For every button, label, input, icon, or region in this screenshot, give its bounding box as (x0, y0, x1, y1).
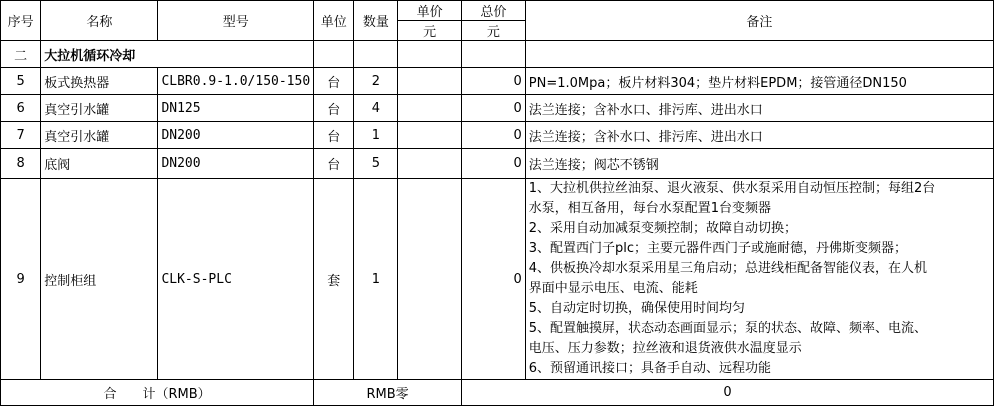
row-unit-price (398, 149, 462, 179)
row-seq: 8 (1, 149, 41, 179)
section-title: 大拉机循环冷却 (41, 41, 314, 68)
row-unit: 台 (314, 122, 354, 149)
remark-line: 电压、压力参数；拉丝液和退货液供水温度显示 (528, 341, 802, 356)
row-qty: 4 (354, 95, 398, 122)
header-unit: 单位 (314, 1, 354, 41)
row-unit: 套 (314, 179, 354, 380)
row-name: 底阀 (41, 149, 158, 179)
row-total: 0 (462, 95, 526, 122)
row-unit-price (398, 68, 462, 95)
header-name: 名称 (41, 1, 158, 41)
table-row (1, 68, 994, 95)
row-qty: 2 (354, 68, 398, 95)
row-unit-price (398, 122, 462, 149)
row-remark-multiline (525, 179, 993, 380)
row-unit-price (398, 179, 462, 380)
row-remark: 法兰连接；含补水口、排污库、进出水口 (525, 122, 993, 149)
empty-cell (354, 41, 398, 68)
remark-line: 2、采用自动加减泵变频控制；故障自动切换； (528, 221, 798, 236)
row-total: 0 (462, 122, 526, 149)
row-total: 0 (462, 68, 526, 95)
row-total: 0 (462, 179, 526, 380)
row-model: DN200 (158, 149, 314, 179)
row-qty: 5 (354, 149, 398, 179)
header-total-price-currency: 元 (462, 21, 526, 41)
row-seq: 6 (1, 95, 41, 122)
row-model: DN125 (158, 95, 314, 122)
row-qty: 1 (354, 122, 398, 149)
header-unit-price-currency: 元 (398, 21, 462, 41)
row-model: DN200 (158, 122, 314, 149)
remark-line: 4、供板换冷却水泵采用星三角启动；总进线柜配备智能仪表，在人机 (528, 261, 928, 276)
row-model: CLBR0.9-1.0/150-150 (158, 68, 314, 95)
row-name: 板式换热器 (41, 68, 158, 95)
total-row (1, 380, 994, 406)
row-seq: 5 (1, 68, 41, 95)
empty-cell (525, 41, 993, 68)
remark-line: 水泵，相互备用，每台水泵配置1台变频器 (528, 201, 772, 216)
empty-cell (462, 41, 526, 68)
row-name: 真空引水罐 (41, 122, 158, 149)
row-total: 0 (462, 149, 526, 179)
header-qty: 数量 (354, 1, 398, 41)
row-seq: 7 (1, 122, 41, 149)
header-unit-price: 单价 (398, 1, 462, 21)
remark-line: 6、预留通讯接口；具备手自动、远程功能 (528, 361, 772, 376)
empty-cell (314, 41, 354, 68)
remark-line: 5、配置触摸屏，状态动态画面显示；泵的状态、故障、频率、电流、 (528, 321, 928, 336)
row-unit-price (398, 95, 462, 122)
header-row-1 (1, 1, 994, 21)
total-value: 0 (462, 380, 994, 406)
total-label: 合 计（RMB） (1, 380, 314, 406)
row-seq: 9 (1, 179, 41, 380)
remark-line: 3、配置西门子plc；主要元器件西门子或施耐德，丹佛斯变频器； (528, 241, 908, 256)
header-model: 型号 (158, 1, 314, 41)
section-row (1, 41, 994, 68)
table-row (1, 122, 994, 149)
remark-line: 1、大拉机供拉丝油泵、退火液泵、供水泵采用自动恒压控制；每组2台 (528, 181, 936, 196)
row-name: 真空引水罐 (41, 95, 158, 122)
remark-line: 5、自动定时切换，确保使用时间均匀 (528, 301, 746, 316)
table-row-control-cabinet (1, 179, 994, 380)
total-rmb-text: RMB零 (314, 380, 462, 406)
header-remark: 备注 (525, 1, 993, 41)
section-number: 二 (1, 41, 41, 68)
row-qty: 1 (354, 179, 398, 380)
table-row (1, 149, 994, 179)
header-seq: 序号 (1, 1, 41, 41)
row-remark: PN=1.0Mpa；板片材料304；垫片材料EPDM；接管通径DN150 (525, 68, 993, 95)
remark-line: 界面中显示电压、电流、能耗 (528, 281, 698, 296)
row-remark: 法兰连接；阀芯不锈钢 (525, 149, 993, 179)
table-row (1, 95, 994, 122)
row-unit: 台 (314, 149, 354, 179)
row-name: 控制柜组 (41, 179, 158, 380)
row-unit: 台 (314, 95, 354, 122)
header-total-price: 总价 (462, 1, 526, 21)
row-model: CLK-S-PLC (158, 179, 314, 380)
row-unit: 台 (314, 68, 354, 95)
empty-cell (398, 41, 462, 68)
row-remark: 法兰连接；含补水口、排污库、进出水口 (525, 95, 993, 122)
